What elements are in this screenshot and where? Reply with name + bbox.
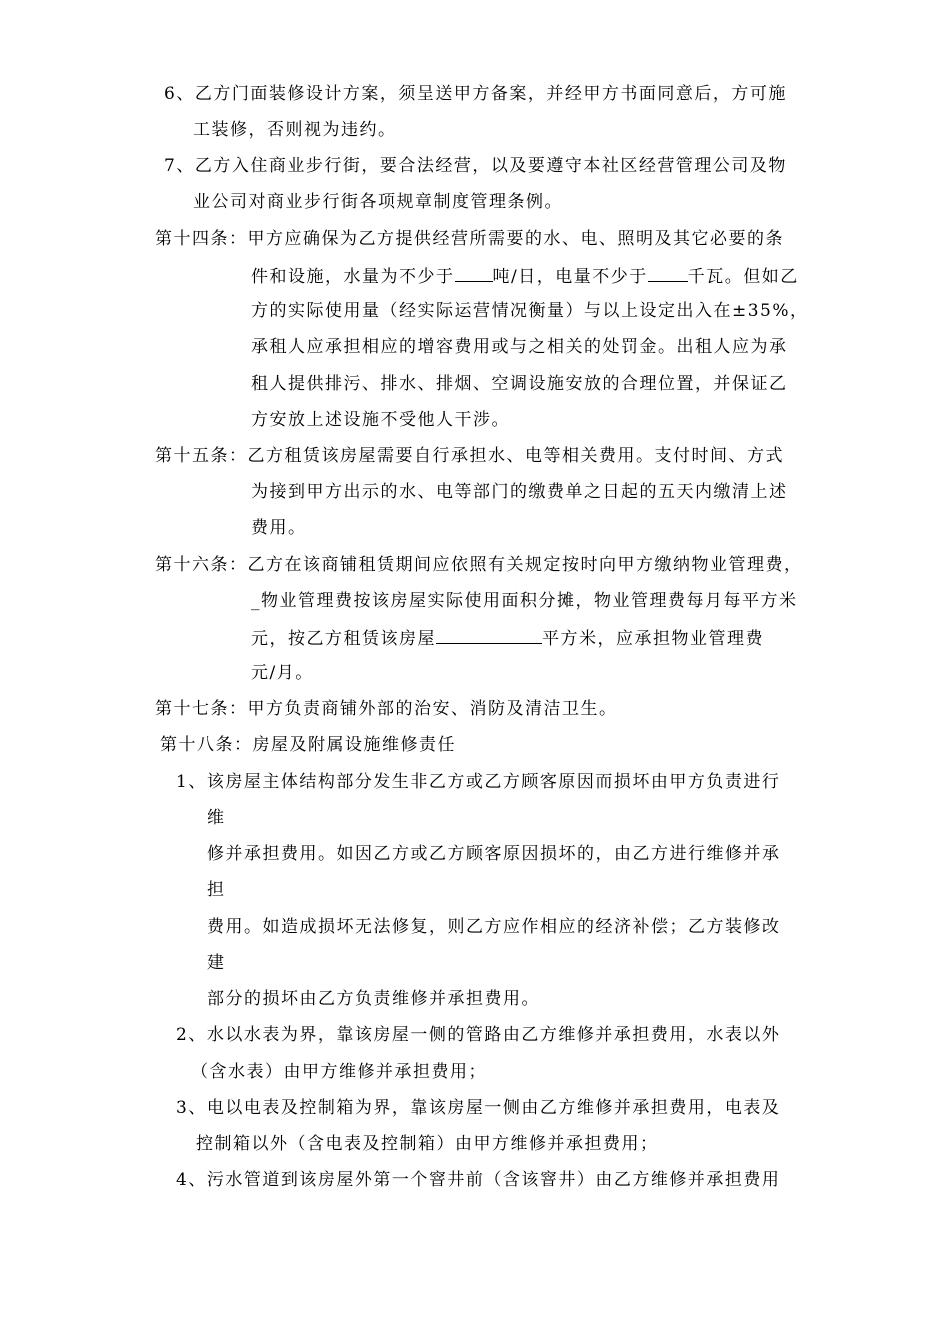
- repair-item-1-line-6: 建: [207, 953, 226, 973]
- article-16-text-a: 元，按乙方租赁该房屋: [251, 629, 436, 649]
- article-14-line-2: [251, 264, 799, 288]
- article-14-line-4: 承租人应承担相应的增容费用或与之相关的处罚金。出租人应为承: [251, 337, 788, 357]
- article-14-text-a: 件和设施，水量为不少于: [251, 267, 455, 287]
- article-16-text-b: 平方米，应承担物业管理费: [542, 629, 764, 649]
- repair-item-3-line-2: 控制箱以外（含电表及控制箱）由甲方维修并承担费用；: [196, 1134, 659, 1154]
- article-14-text-c: 千瓦。但如乙: [687, 267, 799, 287]
- article-14-line-6: 方安放上述设施不受他人干涉。: [251, 410, 510, 430]
- article-14-line-5: 租人提供排污、排水、排烟、空调设施安放的合理位置，并保证乙: [251, 374, 788, 394]
- repair-item-1-line-7: 部分的损坏由乙方负责维修并承担费用。: [207, 989, 540, 1009]
- article-14-line-1: 第十四条：甲方应确保为乙方提供经营所需要的水、电、照明及其它必要的条: [155, 229, 784, 249]
- article-16-line-1: 第十六条：乙方在该商铺租赁期间应依照有关规定按时向甲方缴纳物业管理费，: [155, 555, 803, 575]
- electricity-blank: [648, 264, 688, 282]
- article-14-text-b: 吨/日，电量不少于: [492, 267, 648, 287]
- clause-item-6-line-1: 6、乙方门面装修设计方案，须呈送甲方备案，并经甲方书面同意后，方可施: [164, 84, 787, 104]
- water-volume-blank: [455, 264, 493, 282]
- article-17-line-1: 第十七条：甲方负责商铺外部的治安、消防及清洁卫生。: [155, 699, 618, 719]
- repair-item-1-line-4: 担: [207, 880, 226, 900]
- article-15-line-2: 为接到甲方出示的水、电等部门的缴费单之日起的五天内缴清上述: [251, 482, 788, 502]
- repair-item-2-line-1: 2、水以水表为界，靠该房屋一侧的管路由乙方维修并承担费用，水表以外: [176, 1025, 781, 1045]
- repair-item-1-line-3: 修并承担费用。如因乙方或乙方顾客原因损坏的，由乙方进行维修并承: [207, 844, 781, 864]
- article-16-line-2: _物业管理费按该房屋实际使用面积分摊，物业管理费每月每平方米: [251, 591, 798, 611]
- repair-item-4-line-1: 4、污水管道到该房屋外第一个窨井前（含该窨井）由乙方维修并承担费用: [176, 1170, 781, 1190]
- article-14-line-3: 方的实际使用量（经实际运营情况衡量）与以上设定出入在±35%，: [251, 301, 809, 321]
- repair-item-3-line-1: 3、电以电表及控制箱为界，靠该房屋一侧由乙方维修并承担费用，电表及: [176, 1098, 781, 1118]
- article-16-line-4: 元/月。: [251, 663, 314, 683]
- area-blank: [436, 626, 542, 644]
- article-15-line-3: 费用。: [251, 518, 307, 538]
- repair-item-1-line-5: 费用。如造成损坏无法修复，则乙方应作相应的经济补偿；乙方装修改: [207, 917, 781, 937]
- repair-item-2-line-2: （含水表）由甲方维修并承担费用；: [191, 1062, 487, 1082]
- clause-item-7-line-1: 7、乙方入住商业步行街，要合法经营，以及要遵守本社区经营管理公司及物: [164, 156, 787, 176]
- article-16-line-3: [251, 626, 764, 650]
- repair-item-1-line-1: 1、该房屋主体结构部分发生非乙方或乙方顾客原因而损坏由甲方负责进行: [176, 772, 781, 792]
- repair-item-1-line-2: 维: [207, 808, 226, 828]
- article-15-line-1: 第十五条：乙方租赁该房屋需要自行承担水、电等相关费用。支付时间、方式: [155, 446, 784, 466]
- clause-item-7-line-2: 业公司对商业步行街各项规章制度管理条例。: [193, 192, 563, 212]
- article-18-heading: 第十八条：房屋及附属设施维修责任: [160, 735, 456, 755]
- clause-item-6-line-2: 工装修，否则视为违约。: [193, 120, 397, 140]
